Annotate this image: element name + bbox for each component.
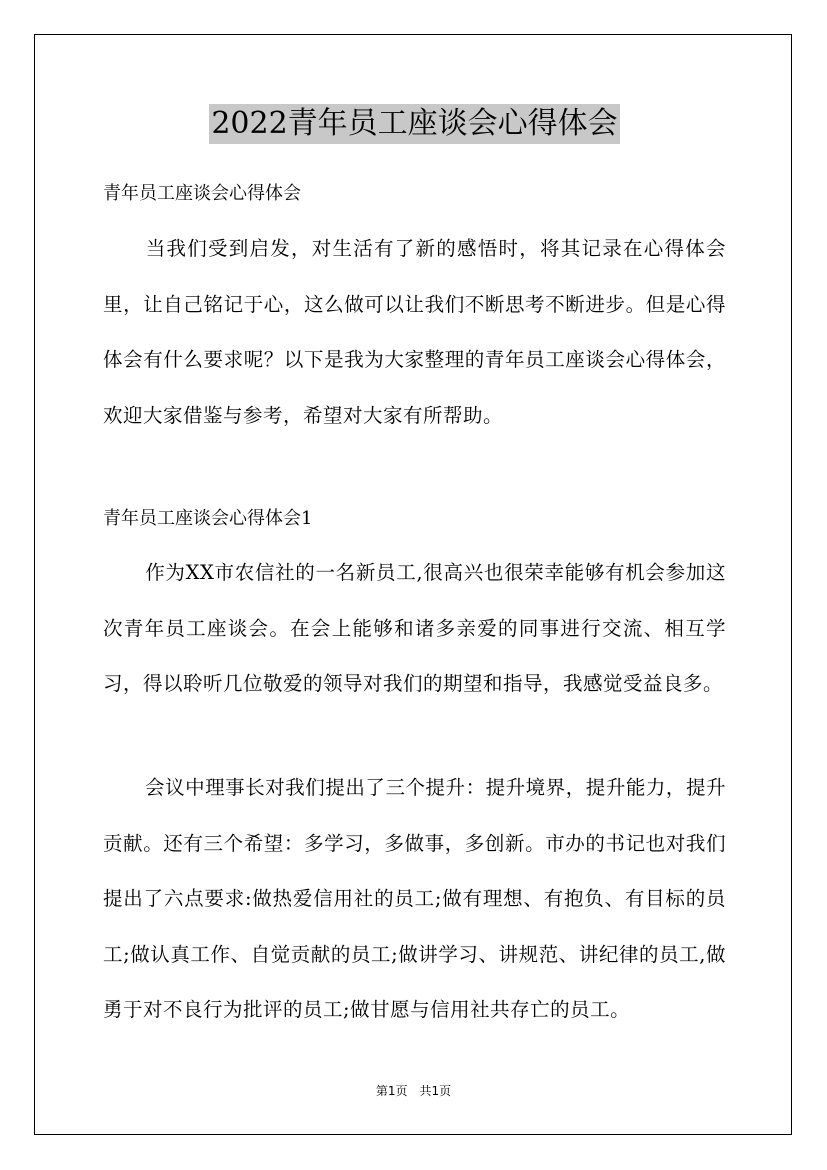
- section-heading-main: 青年员工座谈会心得体会: [103, 183, 301, 204]
- paragraph-2: [103, 760, 726, 1038]
- paragraph-1: [103, 545, 726, 712]
- paragraph-1-text: 作为XX市农信社的一名新员工,很高兴也很荣幸能够有机会参加这次青年员工座谈会。在会上能够和诸多亲爱的同事进行交流、相互学习，得以聆听几位敬爱的领导对我们的期望和指导，我感觉受益良多。: [103, 561, 726, 695]
- intro-paragraph: [103, 221, 726, 443]
- title-wrap: [103, 104, 726, 144]
- document-title: 2022青年员工座谈会心得体会: [209, 104, 619, 144]
- intro-text: 当我们受到启发，对生活有了新的感悟时，将其记录在心得体会里，让自己铭记于心，这么做可以让我们不断思考不断进步。但是心得体会有什么要求呢？以下是我为大家整理的青年员工座谈会心得体会，欢迎大家借鉴与参考，希望对大家有所帮助。: [103, 237, 726, 427]
- page-footer: 第1页 共1页: [375, 1084, 452, 1098]
- paragraph-2-text: 会议中理事长对我们提出了三个提升：提升境界，提升能力，提升贡献。还有三个希望：多学习，多做事，多创新。市办的书记也对我们提出了六点要求:做热爱信用社的员工;做有理想、有抱负、有目标的员工;做认真工作、自觉贡献的员工;做讲学习、讲规范、讲纪律的员工,做勇于对不良行为批评的员工;做甘愿与信用社共存亡的员工。: [103, 776, 726, 1021]
- section-heading-1: 青年员工座谈会心得体会1: [103, 508, 313, 529]
